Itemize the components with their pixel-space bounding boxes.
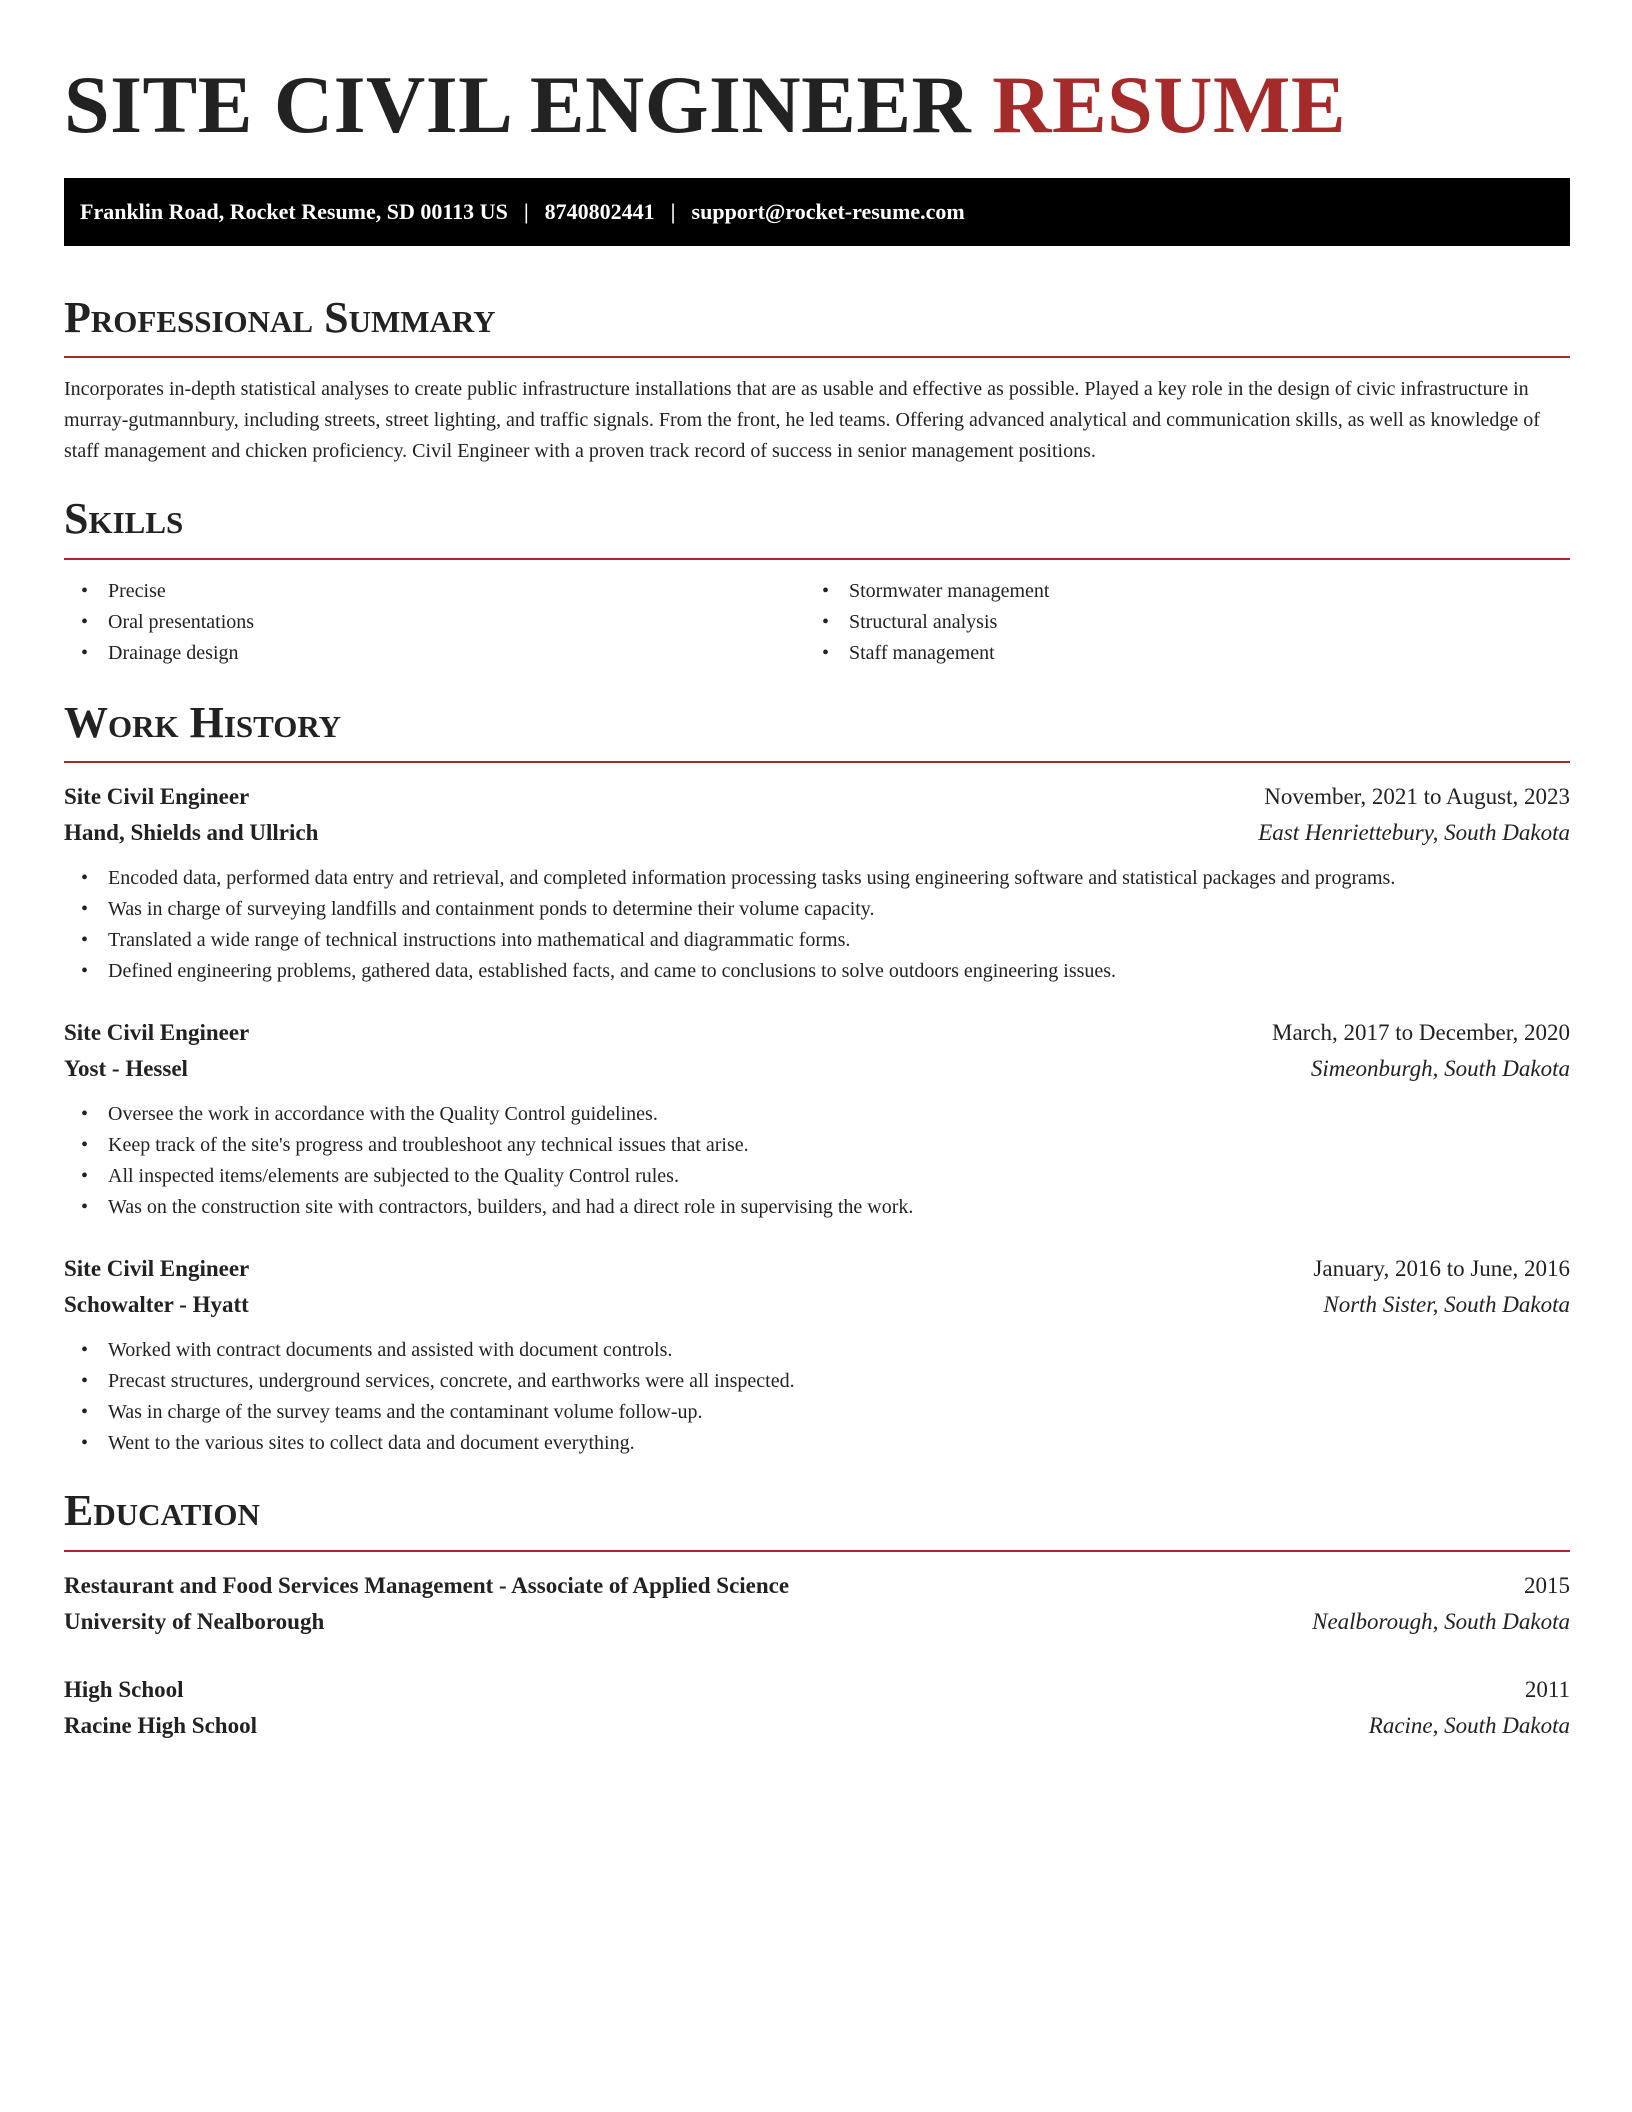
resume-page (64, 56, 1570, 1776)
section-divider (64, 1550, 1570, 1552)
skills-section (64, 495, 1570, 668)
skill-item: • Staff management (805, 638, 1546, 669)
job-header-row (64, 779, 1570, 815)
section-divider (64, 761, 1570, 763)
job-bullet: • Oversee the work in accordance with the Quality Control guidelines. (64, 1099, 1570, 1130)
education-school: University of Nealborough (64, 1608, 325, 1634)
job-bullet: • Translated a wide range of technical instructions into mathematical and diagrammatic forms. (64, 925, 1570, 956)
job-bullet: • Went to the various sites to collect data and document everything. (64, 1428, 1570, 1459)
education-degree: Restaurant and Food Services Management - Associate of Applied Science (64, 1572, 790, 1598)
summary-text: Incorporates in-depth statistical analyses to create public infrastructure installations that are as usable and effective as possible. Played a key role in the design of civic infrastructure in murray-gutmannbury, including streets, street lighting, and traffic signals. From the front, he led teams. Offering advanced analytical and communication skills, as well as knowledge of staff management and chicken proficiency. Civil Engineer with a proven track record of success in senior management positions. (64, 378, 1540, 463)
job-company-row (64, 1287, 1570, 1323)
section-divider (64, 356, 1570, 358)
job-bullet: • Defined engineering problems, gathered data, established facts, and came to conclusions to solve outdoors engineering issues. (64, 956, 1570, 987)
education-school-row (64, 1604, 1570, 1640)
job-bullet: • Was on the construction site with contractors, builders, and had a direct role in supervising the work. (64, 1192, 1570, 1223)
job-bullet: • Keep track of the site's progress and troubleshoot any technical issues that arise. (64, 1130, 1570, 1161)
skills-grid (64, 576, 1570, 669)
job-location: East Henriettebury, South Dakota (1258, 820, 1570, 846)
job-location: North Sister, South Dakota (1323, 1292, 1570, 1318)
skills-heading: Skills (64, 494, 184, 544)
work-history-section (64, 699, 1570, 1459)
job-bullets (64, 1335, 1570, 1459)
education-year: 2015 (1524, 1572, 1570, 1598)
job-dates: November, 2021 to August, 2023 (1264, 784, 1570, 810)
job-bullet: • Encoded data, performed data entry and retrieval, and completed information processing tasks using engineering software and statistical packages and programs. (64, 863, 1570, 894)
resume-title (64, 56, 1570, 150)
job-company: Schowalter - Hyatt (64, 1292, 249, 1318)
contact-separator: | (523, 199, 529, 224)
job-company: Yost - Hessel (64, 1056, 188, 1082)
skill-item: • Drainage design (64, 638, 805, 669)
title-main: SITE CIVIL ENGINEER (64, 59, 972, 150)
job-bullet: • All inspected items/elements are subjected to the Quality Control rules. (64, 1161, 1570, 1192)
skills-column-right (805, 576, 1546, 669)
job-bullet: • Worked with contract documents and assisted with document controls. (64, 1335, 1570, 1366)
education-school: Racine High School (64, 1712, 257, 1738)
contact-address: Franklin Road, Rocket Resume, SD 00113 US (80, 199, 508, 224)
education-section (64, 1487, 1570, 1743)
job-bullet: • Precast structures, underground services, concrete, and earthworks were all inspected. (64, 1366, 1570, 1397)
education-year: 2011 (1524, 1676, 1570, 1702)
job-company: Hand, Shields and Ullrich (64, 820, 319, 846)
job-dates: January, 2016 to June, 2016 (1313, 1256, 1570, 1282)
skill-item: • Stormwater management (805, 576, 1546, 607)
skills-column-left (64, 576, 805, 669)
job-company-row (64, 815, 1570, 851)
contact-bar (64, 178, 1570, 246)
title-accent: RESUME (992, 59, 1347, 150)
job-header-row (64, 1015, 1570, 1051)
job-company-row (64, 1051, 1570, 1087)
section-divider (64, 558, 1570, 560)
education-degree: High School (64, 1676, 184, 1702)
summary-heading: Professional Summary (64, 293, 496, 342)
job-dates: March, 2017 to December, 2020 (1272, 1020, 1570, 1046)
job-entry (64, 1015, 1570, 1223)
job-bullet: • Was in charge of the survey teams and the contaminant volume follow-up. (64, 1397, 1570, 1428)
summary-section (64, 294, 1570, 467)
education-degree-row (64, 1568, 1570, 1604)
education-heading: Education (64, 1486, 260, 1536)
skill-item: • Precise (64, 576, 805, 607)
job-title: Site Civil Engineer (64, 784, 250, 810)
job-bullets (64, 863, 1570, 987)
contact-phone: 8740802441 (544, 199, 655, 224)
job-location: Simeonburgh, South Dakota (1310, 1056, 1570, 1082)
skill-item: • Structural analysis (805, 607, 1546, 638)
job-header-row (64, 1251, 1570, 1287)
education-entry (64, 1568, 1570, 1640)
job-bullets (64, 1099, 1570, 1223)
job-entry (64, 779, 1570, 987)
job-bullet: • Was in charge of surveying landfills and containment ponds to determine their volume capacity. (64, 894, 1570, 925)
skill-item: • Oral presentations (64, 607, 805, 638)
education-school-row (64, 1708, 1570, 1744)
work-history-heading: Work History (64, 697, 342, 747)
contact-email: support@rocket-resume.com (691, 199, 965, 224)
job-title: Site Civil Engineer (64, 1020, 250, 1046)
education-entry (64, 1672, 1570, 1744)
job-title: Site Civil Engineer (64, 1256, 250, 1282)
education-location: Racine, South Dakota (1368, 1712, 1570, 1738)
job-entry (64, 1251, 1570, 1459)
education-location: Nealborough, South Dakota (1312, 1608, 1570, 1634)
education-degree-row (64, 1672, 1570, 1708)
contact-separator: | (670, 199, 676, 224)
